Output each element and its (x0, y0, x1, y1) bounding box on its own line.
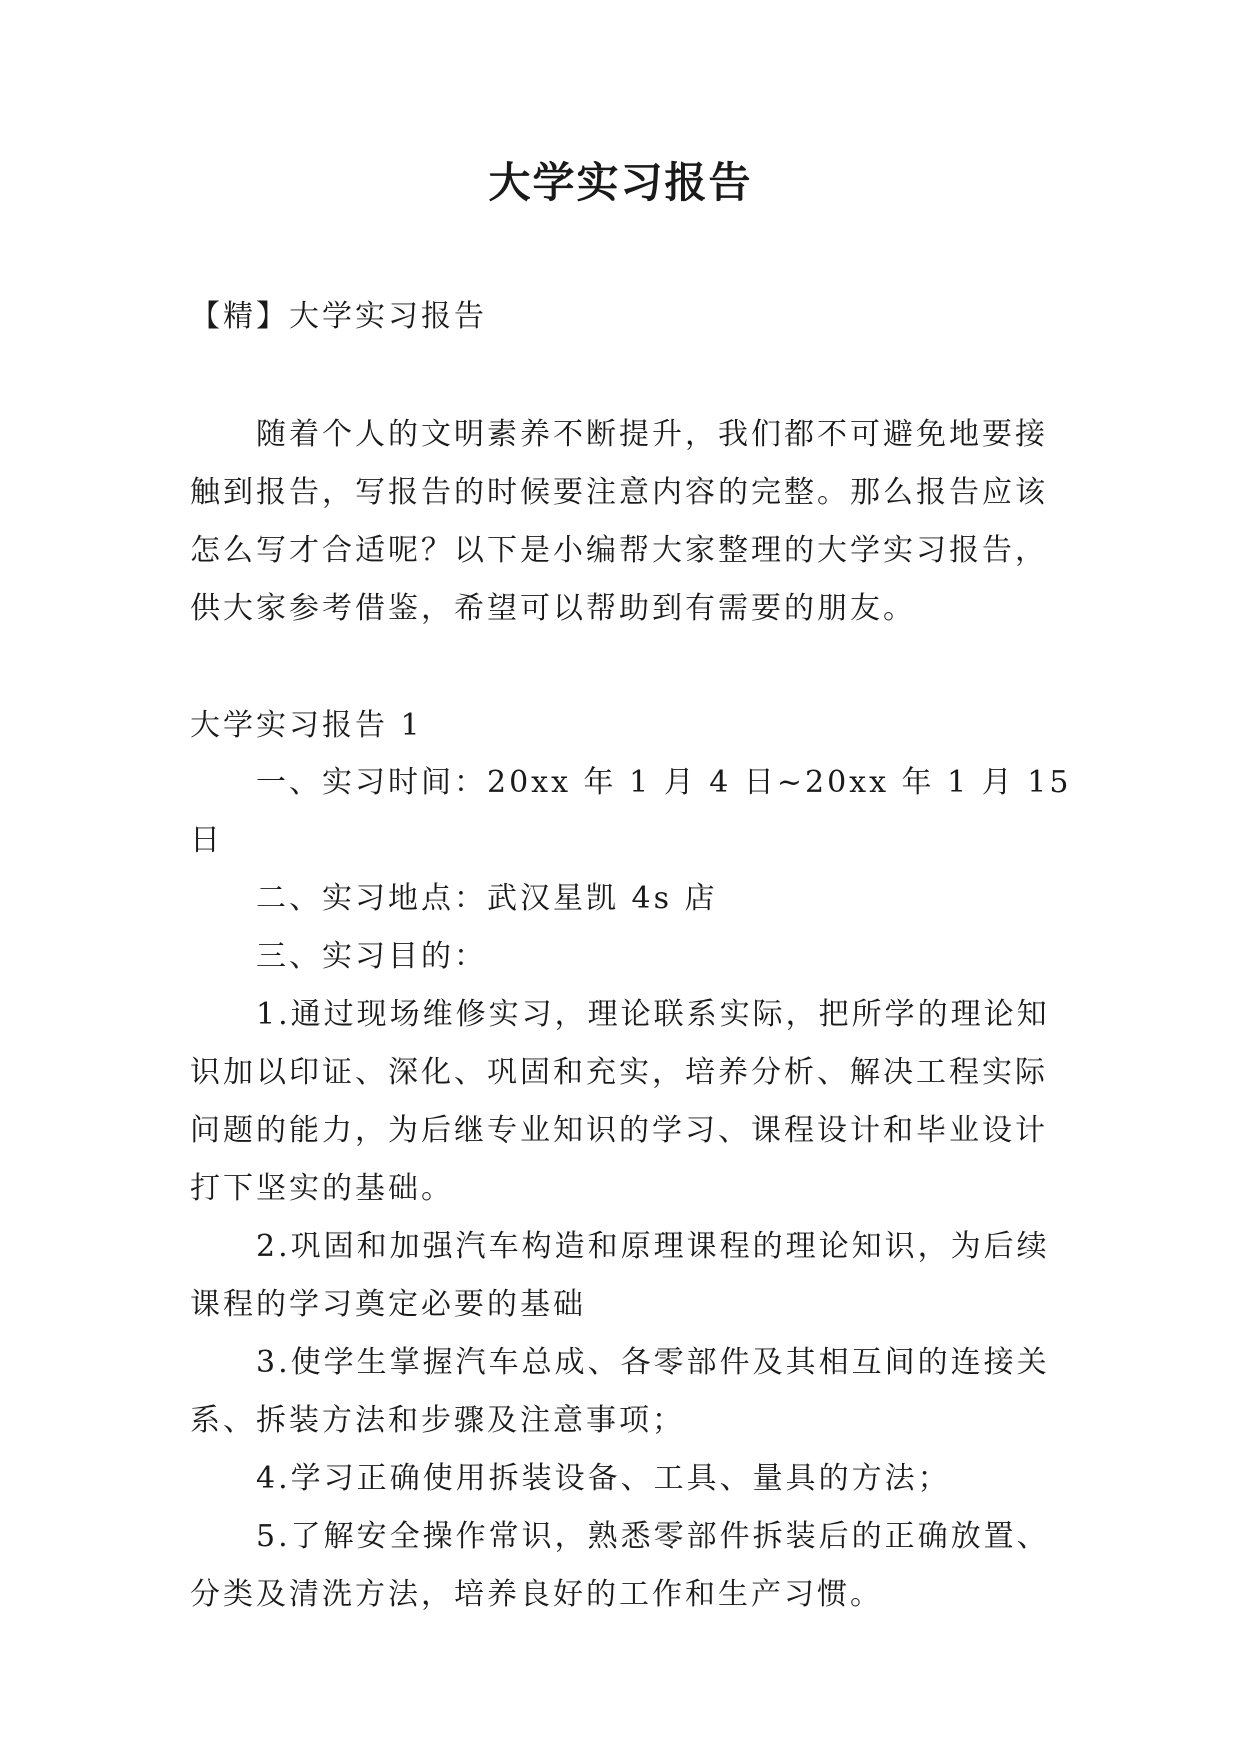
list-item: 5.了解安全操作常识，熟悉零部件拆装后的正确放置、分类及清洗方法，培养良好的工作和生产习惯。 (190, 1519, 1050, 1612)
list-item: 3.使学生掌握汽车总成、各零部件及其相互间的连接关系、拆装方法和步骤及注意事项； (190, 1345, 1050, 1438)
intro-paragraph: 随着个人的文明素养不断提升，我们都不可避免地要接触到报告，写报告的时候要注意内容的完整。那么报告应该怎么写才合适呢？以下是小编帮大家整理的大学实习报告，供大家参考借鉴，希望可以帮助到有需要的朋友。 (190, 417, 1048, 626)
list-item: 1.通过现场维修实习，理论联系实际，把所学的理论知识加以印证、深化、巩固和充实，培养分析、解决工程实际问题的能力，为后继专业知识的学习、课程设计和毕业设计打下坚实的基础。 (190, 997, 1050, 1206)
document-title: 大学实习报告 (488, 158, 753, 207)
list-item: 二、实习地点：武汉星凯 4s 店 (256, 881, 718, 916)
section-heading: 大学实习报告 1 (190, 708, 423, 743)
list-item: 一、实习时间：20xx 年 1 月 4 日~20xx 年 1 月 15 日 (190, 765, 1072, 858)
document-subtitle: 【精】大学实习报告 (190, 299, 487, 334)
list-item: 三、实习目的： (256, 939, 487, 974)
report-item-list (190, 754, 1075, 1624)
list-item: 2.巩固和加强汽车构造和原理课程的理论知识，为后续课程的学习奠定必要的基础 (190, 1229, 1050, 1322)
list-item: 4.学习正确使用拆装设备、工具、量具的方法； (256, 1461, 951, 1496)
